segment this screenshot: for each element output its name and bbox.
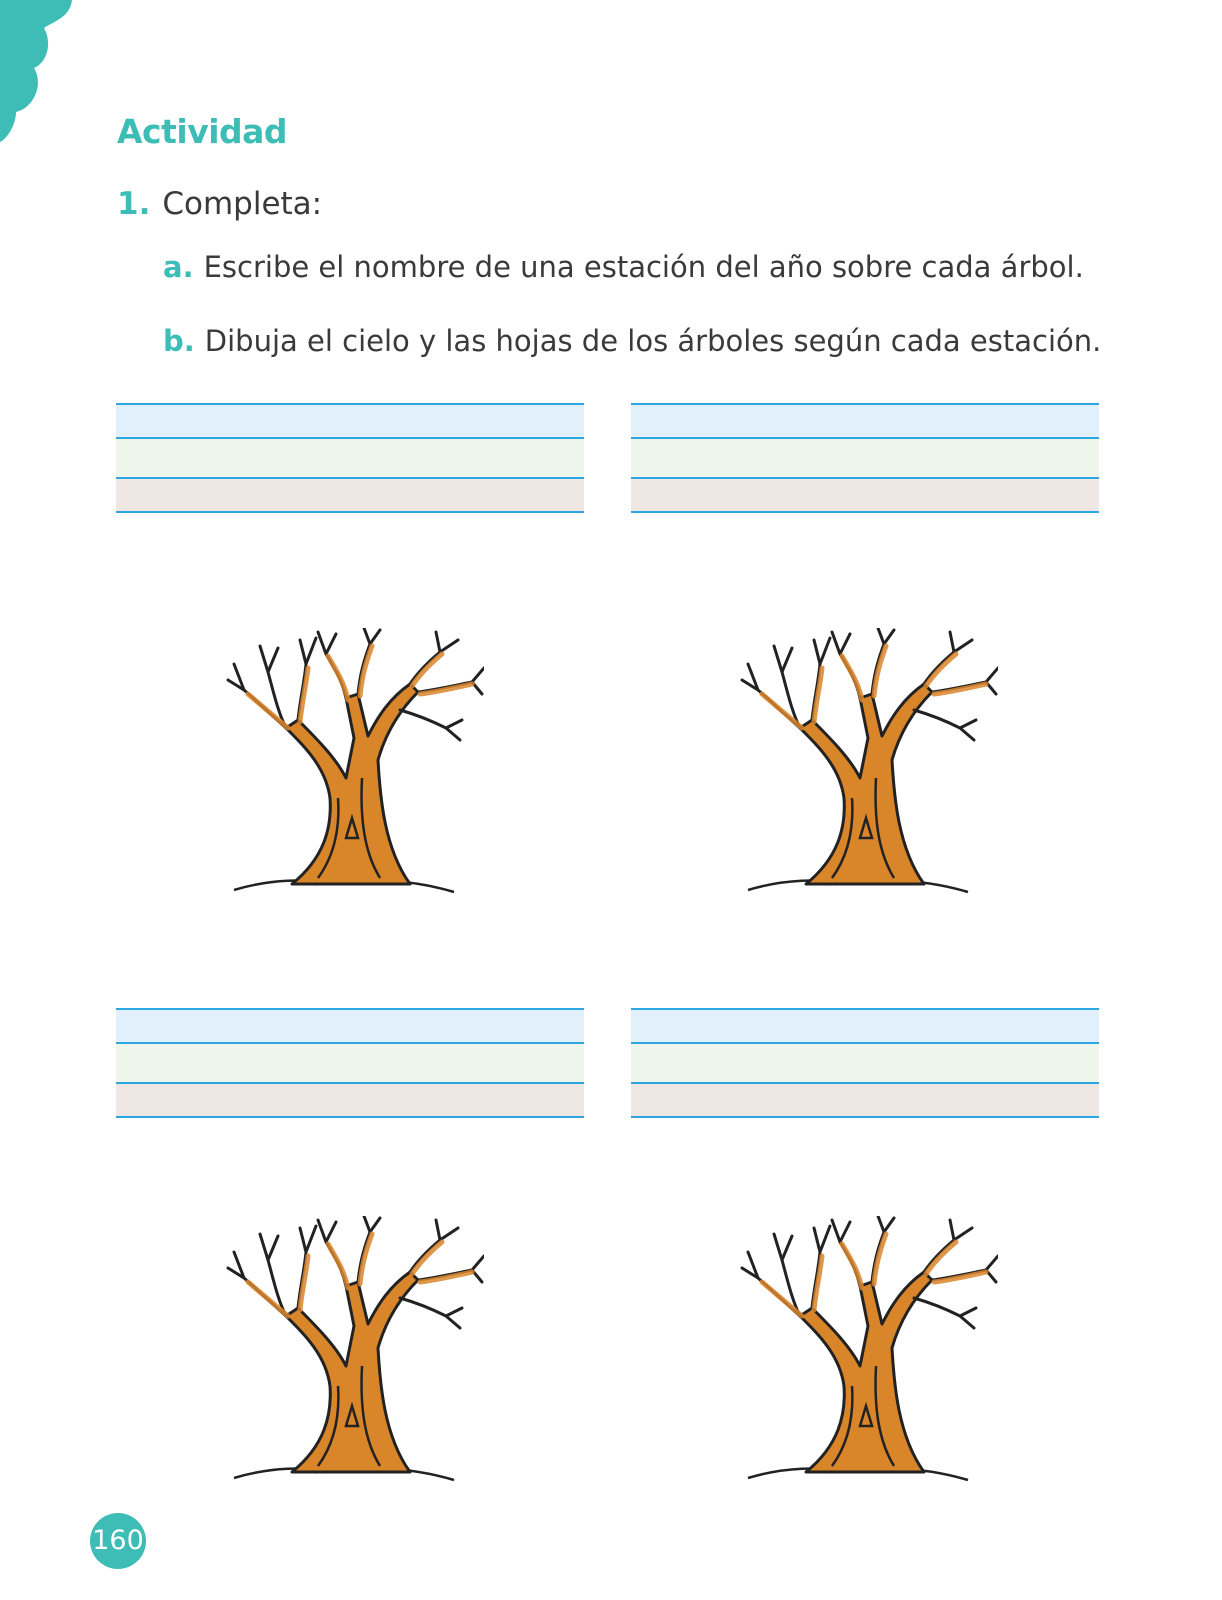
writing-lines-3[interactable] <box>116 1008 584 1118</box>
question-1 <box>117 186 322 222</box>
bare-tree-icon <box>728 1216 998 1486</box>
item-b <box>163 324 1101 358</box>
writing-lines-4[interactable] <box>631 1008 1099 1118</box>
writing-lines-1[interactable] <box>116 403 584 513</box>
bare-tree-icon <box>214 1216 484 1486</box>
activity-heading: Actividad <box>117 112 288 151</box>
bare-tree-icon <box>214 628 484 898</box>
question-text: Completa: <box>162 186 323 222</box>
writing-lines-2[interactable] <box>631 403 1099 513</box>
item-a-letter: a. <box>163 250 194 284</box>
corner-decoration <box>0 0 80 150</box>
item-b-letter: b. <box>163 324 195 358</box>
item-a <box>163 250 1084 284</box>
bare-tree-icon <box>728 628 998 898</box>
item-b-text: Dibuja el cielo y las hojas de los árboles según cada estación. <box>204 324 1102 358</box>
item-a-text: Escribe el nombre de una estación del año sobre cada árbol. <box>203 250 1084 284</box>
page-number: 160 <box>90 1513 146 1569</box>
question-number: 1. <box>117 186 151 222</box>
